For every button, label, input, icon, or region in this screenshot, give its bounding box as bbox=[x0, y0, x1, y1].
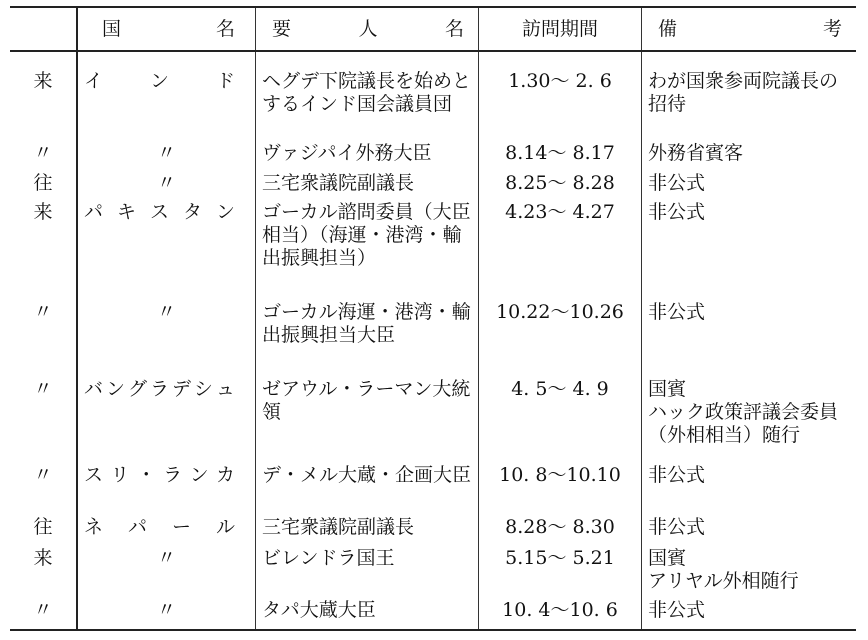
header-direction bbox=[10, 7, 77, 51]
table-row bbox=[10, 547, 856, 599]
direction-cell-text: 〃 bbox=[33, 598, 53, 621]
country-cell bbox=[77, 172, 256, 201]
country-char: ラ bbox=[149, 378, 169, 401]
table-header bbox=[10, 7, 856, 51]
period-cell bbox=[479, 301, 642, 378]
country-char: ュ bbox=[215, 378, 235, 401]
remarks-cell-text: 非公式 bbox=[648, 463, 706, 486]
header-row bbox=[10, 7, 856, 51]
remarks-cell-text: わが国衆参両院議長の招待 bbox=[648, 70, 839, 115]
remarks-cell-text: 外務省賓客 bbox=[648, 142, 744, 165]
person-cell-text: ビレンドラ国王 bbox=[262, 546, 395, 569]
direction-cell bbox=[10, 599, 77, 630]
country-cell bbox=[77, 201, 256, 302]
period-cell bbox=[479, 464, 642, 516]
remarks-cell bbox=[642, 378, 857, 463]
country-cell-text bbox=[84, 516, 249, 539]
direction-cell-text: 往 bbox=[33, 515, 53, 538]
country-char: ル bbox=[215, 515, 235, 538]
period-cell-text: 1.30～ 2. 6 bbox=[508, 70, 612, 92]
country-cell bbox=[77, 301, 256, 378]
person-cell bbox=[256, 142, 479, 171]
country-char: ン bbox=[189, 463, 209, 486]
period-cell bbox=[479, 599, 642, 630]
person-cell bbox=[256, 516, 479, 547]
country-cell-text bbox=[84, 378, 249, 401]
remarks-cell-text: 非公式 bbox=[648, 171, 706, 194]
remarks-cell bbox=[642, 51, 857, 142]
period-cell-text: 4.23～ 4.27 bbox=[505, 200, 615, 223]
table-row bbox=[10, 172, 856, 201]
remarks-cell-text: 国賓 アリヤル外相随行 bbox=[648, 546, 799, 592]
country-cell bbox=[77, 547, 256, 599]
period-cell bbox=[479, 547, 642, 599]
table-row bbox=[10, 51, 856, 142]
country-cell-text: 〃 bbox=[156, 546, 176, 569]
person-cell bbox=[256, 201, 479, 302]
country-cell-text bbox=[84, 201, 249, 224]
person-cell-text: 三宅衆議院副議長 bbox=[262, 171, 415, 194]
country-char: パ bbox=[127, 515, 147, 538]
country-char: デ bbox=[171, 378, 191, 401]
person-cell bbox=[256, 51, 479, 142]
direction-cell bbox=[10, 172, 77, 201]
person-cell-text: 三宅衆議院副議長 bbox=[262, 515, 415, 538]
country-cell-text: 〃 bbox=[156, 598, 176, 621]
person-cell-text: ゼアウル・ラーマン大統領 bbox=[262, 378, 471, 424]
direction-cell bbox=[10, 464, 77, 516]
remarks-cell bbox=[642, 599, 857, 630]
country-char: パ bbox=[84, 200, 104, 223]
period-cell-text: 8.28～ 8.30 bbox=[505, 515, 615, 538]
direction-cell bbox=[10, 301, 77, 378]
period-cell-text: 10. 8～10.10 bbox=[499, 463, 621, 486]
header-person bbox=[256, 7, 479, 51]
country-char: ー bbox=[171, 515, 191, 538]
direction-cell bbox=[10, 547, 77, 599]
table-row bbox=[10, 201, 856, 302]
header-remarks-char-2: 考 bbox=[822, 17, 842, 40]
visits-table bbox=[10, 6, 856, 631]
period-cell bbox=[479, 378, 642, 463]
country-char: キ bbox=[116, 200, 136, 223]
person-cell bbox=[256, 547, 479, 599]
header-remarks-char-1: 備 bbox=[658, 17, 678, 40]
direction-cell-text: 来 bbox=[33, 546, 53, 569]
direction-cell-text: 〃 bbox=[33, 378, 53, 401]
remarks-cell bbox=[642, 301, 857, 378]
remarks-cell bbox=[642, 142, 857, 171]
country-char: カ bbox=[215, 463, 235, 486]
remarks-cell bbox=[642, 201, 857, 302]
period-cell-text: 8.14～ 8.17 bbox=[505, 142, 615, 165]
direction-cell-text: 来 bbox=[33, 70, 53, 92]
header-remarks bbox=[642, 7, 857, 51]
remarks-cell bbox=[642, 516, 857, 547]
country-cell bbox=[77, 516, 256, 547]
direction-cell-text: 〃 bbox=[33, 463, 53, 486]
person-cell bbox=[256, 301, 479, 378]
direction-cell bbox=[10, 516, 77, 547]
header-country bbox=[77, 7, 256, 51]
direction-cell-text: 〃 bbox=[33, 142, 53, 165]
table-row bbox=[10, 516, 856, 547]
remarks-cell-text: 国賓 ハック政策評議会委員（外相相当）随行 bbox=[648, 378, 839, 447]
header-country-char-2: 名 bbox=[215, 17, 235, 40]
person-cell bbox=[256, 599, 479, 630]
period-cell-text: 10.22～10.26 bbox=[496, 301, 624, 324]
remarks-cell-text: 非公式 bbox=[648, 200, 706, 223]
country-char: ン bbox=[149, 70, 169, 92]
person-cell bbox=[256, 464, 479, 516]
country-cell-text bbox=[84, 464, 249, 487]
country-char: イ bbox=[84, 70, 104, 92]
period-cell-text: 8.25～ 8.28 bbox=[505, 171, 615, 194]
country-cell-text bbox=[84, 70, 249, 93]
country-char: グ bbox=[127, 378, 147, 401]
direction-cell bbox=[10, 142, 77, 171]
country-char: ラ bbox=[163, 463, 183, 486]
header-country-char-1: 国 bbox=[102, 17, 122, 40]
period-cell-text: 10. 4～10. 6 bbox=[502, 598, 618, 621]
table-row bbox=[10, 301, 856, 378]
person-cell-text: ヴァジパイ外務大臣 bbox=[262, 142, 432, 165]
country-char: シ bbox=[193, 378, 213, 401]
country-char: ン bbox=[105, 378, 125, 401]
country-cell bbox=[77, 378, 256, 463]
country-cell-text: 〃 bbox=[156, 142, 176, 165]
country-cell bbox=[77, 464, 256, 516]
header-person-char-3: 名 bbox=[444, 17, 464, 40]
country-char: タ bbox=[182, 200, 202, 223]
table-row bbox=[10, 464, 856, 516]
country-char: リ bbox=[110, 463, 130, 486]
header-person-char-1: 要 bbox=[272, 17, 292, 40]
country-char: ド bbox=[215, 70, 235, 92]
direction-cell bbox=[10, 378, 77, 463]
country-char: ・ bbox=[136, 463, 156, 486]
country-char: ス bbox=[149, 200, 169, 223]
country-char: ス bbox=[84, 463, 104, 486]
period-cell-text: 4. 5～ 4. 9 bbox=[511, 378, 609, 401]
period-cell bbox=[479, 51, 642, 142]
country-char: ネ bbox=[84, 515, 104, 538]
country-cell bbox=[77, 599, 256, 630]
direction-cell-text: 〃 bbox=[33, 301, 53, 324]
person-cell-text: デ・メル大蔵・企画大臣 bbox=[262, 463, 472, 486]
country-cell bbox=[77, 51, 256, 142]
remarks-cell-text: 非公式 bbox=[648, 301, 706, 324]
direction-cell-text: 来 bbox=[33, 200, 53, 223]
person-cell-text: ヘグデ下院議長を始めとするインド国会議員団 bbox=[262, 70, 472, 115]
direction-cell bbox=[10, 51, 77, 142]
period-cell bbox=[479, 201, 642, 302]
period-cell bbox=[479, 172, 642, 201]
direction-cell-text: 往 bbox=[33, 171, 53, 194]
period-cell bbox=[479, 142, 642, 171]
period-cell-text: 5.15～ 5.21 bbox=[505, 546, 615, 569]
table-row bbox=[10, 142, 856, 171]
table-row bbox=[10, 599, 856, 630]
person-cell bbox=[256, 378, 479, 463]
period-cell bbox=[479, 516, 642, 547]
remarks-cell bbox=[642, 547, 857, 599]
country-cell-text: 〃 bbox=[156, 301, 176, 324]
person-cell-text: タパ大蔵大臣 bbox=[262, 598, 376, 621]
country-cell-text: 〃 bbox=[156, 171, 176, 194]
remarks-cell bbox=[642, 464, 857, 516]
header-person-char-2: 人 bbox=[358, 17, 378, 40]
direction-cell bbox=[10, 201, 77, 302]
country-char: ン bbox=[215, 200, 235, 223]
person-cell bbox=[256, 172, 479, 201]
country-char: バ bbox=[84, 378, 104, 401]
table-body bbox=[10, 51, 856, 630]
person-cell-text: ゴーカル諮問委員（大臣相当）（海運・港湾・輸出振興担当） bbox=[262, 200, 471, 269]
table-row bbox=[10, 378, 856, 463]
header-period: 訪問期間 bbox=[479, 7, 642, 51]
remarks-cell bbox=[642, 172, 857, 201]
person-cell-text: ゴーカル海運・港湾・輸出振興担当大臣 bbox=[262, 301, 471, 347]
remarks-cell-text: 非公式 bbox=[648, 515, 706, 538]
remarks-cell-text: 非公式 bbox=[648, 598, 706, 621]
country-cell bbox=[77, 142, 256, 171]
